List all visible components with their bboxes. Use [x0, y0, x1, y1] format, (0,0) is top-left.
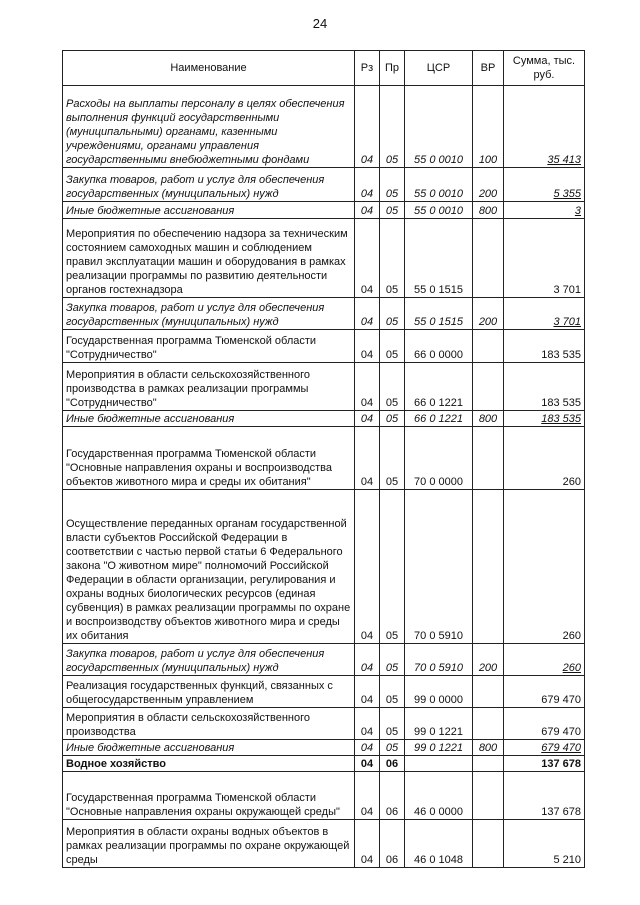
row-rz: 04: [355, 298, 380, 330]
budget-table: [62, 50, 585, 868]
row-name: Мероприятия по обеспечению надзора за техническим состоянием самоходных машин и соблюдением правил эксплуатации машин и оборудования в рамках реализации программы по развитию деятельности органов гостехнадзора: [63, 219, 355, 298]
row-name: Иные бюджетные ассигнования: [63, 740, 355, 756]
row-name: Водное хозяйство: [63, 756, 355, 772]
table-row: [63, 676, 585, 708]
row-pr: 05: [380, 86, 405, 168]
row-pr: 05: [380, 411, 405, 427]
row-sum: 183 535: [504, 363, 585, 411]
row-name: Расходы на выплаты персоналу в целях обеспечения выполнения функций государственными (муниципальными) органами, казенными учреждениями, органами управления государственными внебюджетными фондами: [63, 86, 355, 168]
row-name: Государственная программа Тюменской области "Основные направления охраны окружающей среды": [63, 772, 355, 820]
row-vr: [473, 330, 504, 363]
row-name: Мероприятия в области сельскохозяйственного производства в рамках реализации программы "Сотрудничество": [63, 363, 355, 411]
row-vr: [473, 427, 504, 490]
row-pr: 05: [380, 330, 405, 363]
row-name: Реализация государственных функций, связанных с общегосударственным управлением: [63, 676, 355, 708]
row-pr: 05: [380, 298, 405, 330]
table-row: [63, 330, 585, 363]
row-csr: 55 0 1515: [405, 298, 473, 330]
row-pr: 05: [380, 644, 405, 676]
row-vr: [473, 363, 504, 411]
table-header-row: [63, 51, 585, 86]
row-rz: 04: [355, 756, 380, 772]
row-csr: 66 0 1221: [405, 363, 473, 411]
row-sum: 679 470: [504, 676, 585, 708]
row-pr: 05: [380, 219, 405, 298]
row-pr: 05: [380, 740, 405, 756]
row-csr: 46 0 1048: [405, 820, 473, 868]
row-csr: 55 0 0010: [405, 86, 473, 168]
row-name: Государственная программа Тюменской области "Основные направления охраны и воспроизводства объектов животного мира и среды их обитания": [63, 427, 355, 490]
row-pr: 05: [380, 363, 405, 411]
row-vr: [473, 219, 504, 298]
row-pr: 05: [380, 427, 405, 490]
row-vr: [473, 756, 504, 772]
row-sum: 137 678: [504, 772, 585, 820]
row-rz: 04: [355, 202, 380, 219]
row-csr: 66 0 1221: [405, 411, 473, 427]
row-pr: 05: [380, 168, 405, 202]
row-name: Иные бюджетные ассигнования: [63, 202, 355, 219]
table-row: [63, 756, 585, 772]
row-csr: 70 0 5910: [405, 644, 473, 676]
row-sum: 5 355: [504, 168, 585, 202]
row-sum: 183 535: [504, 330, 585, 363]
row-sum: 3 701: [504, 298, 585, 330]
row-sum: 35 413: [504, 86, 585, 168]
table-row: [63, 427, 585, 490]
table-row: [63, 363, 585, 411]
row-pr: 05: [380, 490, 405, 644]
row-sum: 260: [504, 490, 585, 644]
table-row: [63, 772, 585, 820]
row-csr: 99 0 1221: [405, 740, 473, 756]
row-sum: 679 470: [504, 740, 585, 756]
row-rz: 04: [355, 820, 380, 868]
row-pr: 06: [380, 772, 405, 820]
row-rz: 04: [355, 490, 380, 644]
row-csr: 70 0 0000: [405, 427, 473, 490]
table-row: [63, 740, 585, 756]
row-vr: [473, 490, 504, 644]
row-sum: 679 470: [504, 708, 585, 740]
row-name: Закупка товаров, работ и услуг для обеспечения государственных (муниципальных) нужд: [63, 298, 355, 330]
row-pr: 05: [380, 708, 405, 740]
row-csr: [405, 756, 473, 772]
row-sum: 137 678: [504, 756, 585, 772]
row-name: Закупка товаров, работ и услуг для обеспечения государственных (муниципальных) нужд: [63, 168, 355, 202]
row-rz: 04: [355, 411, 380, 427]
row-pr: 06: [380, 820, 405, 868]
row-name: Закупка товаров, работ и услуг для обеспечения государственных (муниципальных) нужд: [63, 644, 355, 676]
row-vr: 200: [473, 644, 504, 676]
row-vr: [473, 676, 504, 708]
row-vr: [473, 708, 504, 740]
row-csr: 99 0 1221: [405, 708, 473, 740]
table-row: [63, 490, 585, 644]
table-row: [63, 411, 585, 427]
row-pr: 05: [380, 202, 405, 219]
table-row: [63, 86, 585, 168]
row-vr: 800: [473, 411, 504, 427]
row-vr: [473, 772, 504, 820]
row-rz: 04: [355, 676, 380, 708]
header-pr: Пр: [380, 51, 405, 86]
row-sum: 260: [504, 427, 585, 490]
row-vr: [473, 820, 504, 868]
row-vr: 100: [473, 86, 504, 168]
header-name: Наименование: [63, 51, 355, 86]
row-csr: 46 0 0000: [405, 772, 473, 820]
header-csr: ЦСР: [405, 51, 473, 86]
row-csr: 99 0 0000: [405, 676, 473, 708]
row-rz: 04: [355, 644, 380, 676]
row-csr: 70 0 5910: [405, 490, 473, 644]
row-rz: 04: [355, 86, 380, 168]
row-sum: 3 701: [504, 219, 585, 298]
row-csr: 55 0 0010: [405, 202, 473, 219]
header-rz: Рз: [355, 51, 380, 86]
row-rz: 04: [355, 772, 380, 820]
row-rz: 04: [355, 740, 380, 756]
row-rz: 04: [355, 427, 380, 490]
page-number: 24: [312, 16, 328, 31]
row-pr: 05: [380, 676, 405, 708]
header-vr: ВР: [473, 51, 504, 86]
table-row: [63, 644, 585, 676]
row-vr: 800: [473, 740, 504, 756]
row-csr: 66 0 0000: [405, 330, 473, 363]
row-rz: 04: [355, 708, 380, 740]
table-row: [63, 298, 585, 330]
row-rz: 04: [355, 168, 380, 202]
row-sum: 3: [504, 202, 585, 219]
row-csr: 55 0 0010: [405, 168, 473, 202]
row-sum: 5 210: [504, 820, 585, 868]
row-name: Осуществление переданных органам государственной власти субъектов Российской Федерации в соответствии с частью первой статьи 6 Федерального закона "О животном мире" полномочий Российской Федерации в области организации, регулирования и охраны водных биологических ресурсов (единая субвенция) в рамках реализации программы по охране и воспроизводству объектов животного мира и среды их обитания: [63, 490, 355, 644]
row-sum: 260: [504, 644, 585, 676]
row-sum: 183 535: [504, 411, 585, 427]
row-pr: 06: [380, 756, 405, 772]
row-csr: 55 0 1515: [405, 219, 473, 298]
row-rz: 04: [355, 219, 380, 298]
table-row: [63, 219, 585, 298]
table-row: [63, 168, 585, 202]
row-vr: 800: [473, 202, 504, 219]
header-sum: Сумма, тыс. руб.: [504, 51, 585, 86]
row-name: Мероприятия в области охраны водных объектов в рамках реализации программы по охране окружающей среды: [63, 820, 355, 868]
table-row: [63, 820, 585, 868]
table-row: [63, 708, 585, 740]
row-vr: 200: [473, 168, 504, 202]
row-rz: 04: [355, 330, 380, 363]
row-name: Государственная программа Тюменской области "Сотрудничество": [63, 330, 355, 363]
table-row: [63, 202, 585, 219]
row-rz: 04: [355, 363, 380, 411]
row-name: Иные бюджетные ассигнования: [63, 411, 355, 427]
row-name: Мероприятия в области сельскохозяйственного производства: [63, 708, 355, 740]
row-vr: 200: [473, 298, 504, 330]
